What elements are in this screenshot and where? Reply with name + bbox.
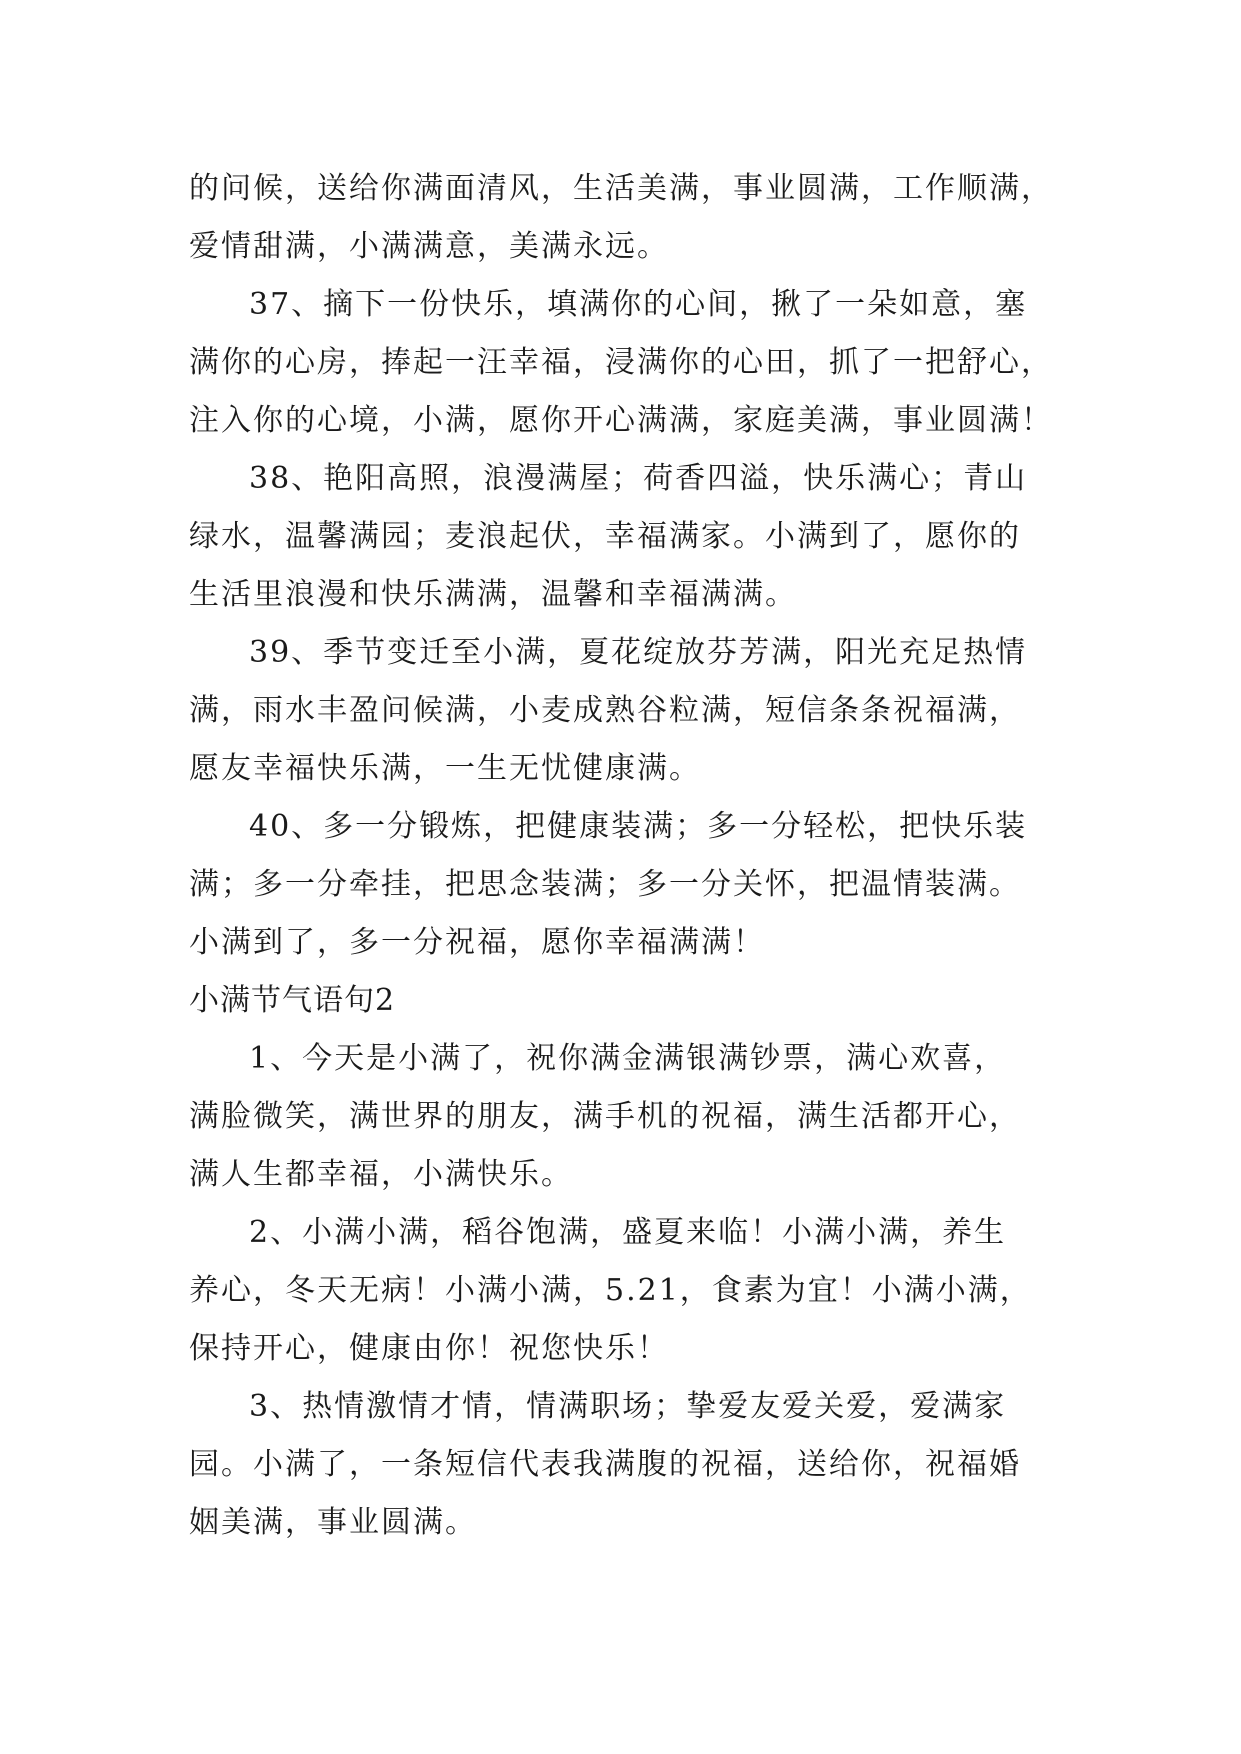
text-line: 生活里浪漫和快乐满满，温馨和幸福满满。 (189, 577, 797, 612)
text-line: 满；多一分牵挂，把思念装满；多一分关怀，把温情装满。 (189, 867, 1021, 902)
text-line: 38、艳阳高照，浪漫满屋；荷香四溢，快乐满心；青山 (249, 461, 1028, 496)
paragraph-38 (189, 450, 1069, 624)
section2-paragraph-1 (189, 1030, 1069, 1204)
text-line: 的问候，送给你满面清风，生活美满，事业圆满，工作顺满， (189, 171, 1053, 206)
text-line: 满你的心房，捧起一汪幸福，浸满你的心田，抓了一把舒心， (189, 345, 1053, 380)
text-line: 满人生都幸福，小满快乐。 (189, 1157, 573, 1192)
text-line: 姻美满，事业圆满。 (189, 1505, 477, 1540)
text-line: 3、热情激情才情，情满职场；挚爱友爱关爱，爱满家 (249, 1389, 1007, 1424)
text-line: 39、季节变迁至小满，夏花绽放芬芳满，阳光充足热情 (249, 635, 1028, 670)
section-heading: 小满节气语句2 (189, 983, 396, 1018)
text-line: 爱情甜满，小满满意，美满永远。 (189, 229, 669, 264)
document-body (189, 160, 1069, 1552)
text-line: 满，雨水丰盈问候满，小麦成熟谷粒满，短信条条祝福满， (189, 693, 1021, 728)
text-line: 园。小满了，一条短信代表我满腹的祝福，送给你，祝福婚 (189, 1447, 1021, 1482)
paragraph-36-continuation (189, 160, 1069, 276)
paragraph-40 (189, 798, 1069, 972)
text-line: 绿水，温馨满园；麦浪起伏，幸福满家。小满到了，愿你的 (189, 519, 1021, 554)
text-line: 37、摘下一份快乐，填满你的心间，揪了一朵如意，塞 (249, 287, 1028, 322)
text-line: 40、多一分锻炼，把健康装满；多一分轻松，把快乐装 (249, 809, 1028, 844)
text-line: 满脸微笑，满世界的朋友，满手机的祝福，满生活都开心， (189, 1099, 1021, 1134)
text-line: 保持开心，健康由你！祝您快乐！ (189, 1331, 669, 1366)
text-line: 1、今天是小满了，祝你满金满银满钞票，满心欢喜， (249, 1041, 1007, 1076)
paragraph-39 (189, 624, 1069, 798)
text-line: 2、小满小满，稻谷饱满，盛夏来临！小满小满，养生 (249, 1215, 1007, 1250)
text-line: 小满到了，多一分祝福，愿你幸福满满！ (189, 925, 765, 960)
text-line: 注入你的心境，小满，愿你开心满满，家庭美满，事业圆满！ (189, 403, 1053, 438)
section2-paragraph-3 (189, 1378, 1069, 1552)
text-line: 愿友幸福快乐满，一生无忧健康满。 (189, 751, 701, 786)
section2-paragraph-2 (189, 1204, 1069, 1378)
text-line: 养心，冬天无病！小满小满，5.21，食素为宜！小满小满， (189, 1273, 1032, 1308)
paragraph-37 (189, 276, 1069, 450)
